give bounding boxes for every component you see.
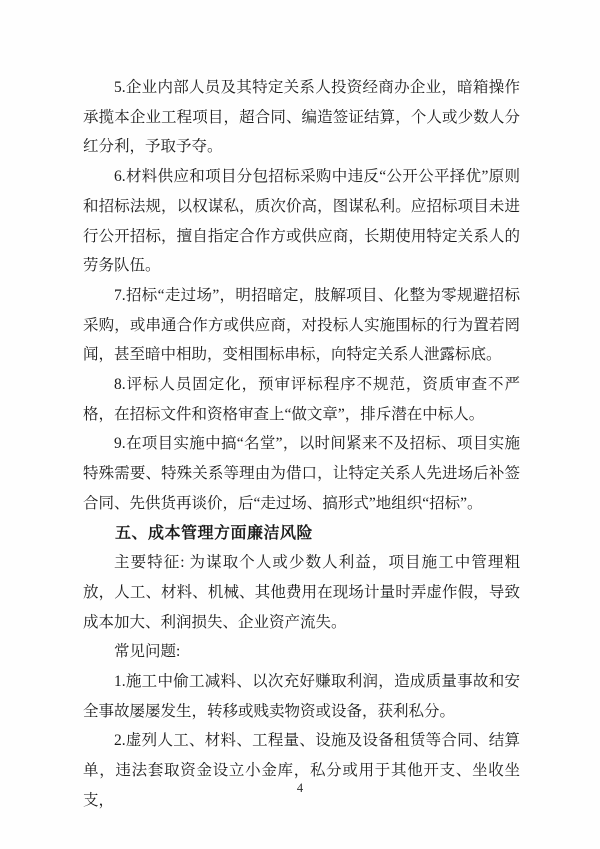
paragraph-item-5: 5.企业内部人员及其特定关系人投资经商办企业，暗箱操作承揽本企业工程项目，超合同、编造签证结算，个人或少数人分红分利，予取予夺。 xyxy=(83,79,520,156)
section-heading-cost-management: 五、成本管理方面廉洁风险 xyxy=(115,524,314,542)
paragraph-item-1: 1.施工中偷工减料、以次充好赚取利润，造成质量事故和安全事故屡屡发生，转移或贱卖物资或设备，获利私分。 xyxy=(83,673,520,720)
paragraph-item-8: 8.评标人员固定化，预审评标程序不规范，资质审查不严格，在招标文件和资格审查上“做文章”，排斥潜在中标人。 xyxy=(83,376,520,423)
paragraph-item-6: 6.材料供应和项目分包招标采购中违反“公开公平择优”原则和招标法规，以权谋私，质次价高，图谋私利。应招标项目未进行公开招标，擅自指定合作方或供应商，长期使用特定关系人的劳务队伍。 xyxy=(83,168,520,275)
paragraph-main-features: 主要特征: 为谋取个人或少数人利益，项目施工中管理粗放，人工、材料、机械、其他费用在现场计量时弄虚作假，导致成本加大、利润损失、企业资产流失。 xyxy=(83,554,520,631)
common-problems-label: 常见问题: xyxy=(114,643,181,661)
paragraph-item-7: 7.招标“走过场”，明招暗定，肢解项目、化整为零规避招标采购，或串通合作方或供应商，对投标人实施围标的行为置若罔闻，甚至暗中相助，变相围标串标，向特定关系人泄露标底。 xyxy=(83,286,520,364)
paragraph-item-9: 9.在项目实施中搞“名堂”，以时间紧来不及招标、项目实施特殊需要、特殊关系等理由为借口，让特定关系人先进场后补签合同、先供货再谈价，后“走过场、搞形式”地组织“招标”。 xyxy=(83,435,520,512)
page-number: 4 xyxy=(296,781,304,795)
document-text-block xyxy=(83,73,520,816)
paragraph-item-2: 2.虚列人工、材料、工程量、设施及设备租赁等合同、结算单，违法套取资金设立小金库，私分或用于其他开支、坐收坐支， xyxy=(83,732,520,809)
